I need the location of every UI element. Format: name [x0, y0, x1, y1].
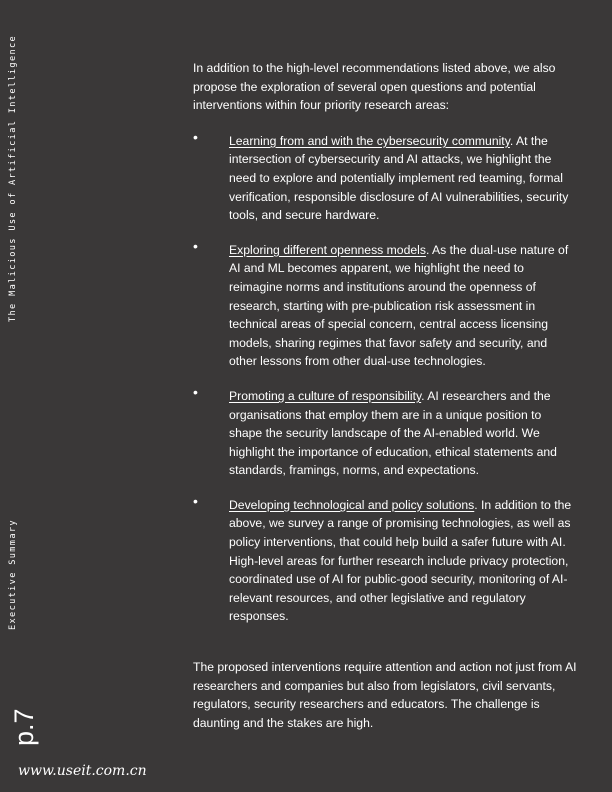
area-text: . As the dual-use nature of AI and ML becomes apparent, we highlight the need to reimagine norms and institutions around the openness of research, starting with pre-publication risk assessment in technical areas of special concern, central access licensing models, sharing regimes that favor safety and security, and other lessons from other dual-use technologies. — [229, 242, 569, 369]
list-item — [193, 383, 574, 480]
area-title: Learning from and with the cybersecurity community — [229, 133, 510, 148]
research-areas-list — [193, 128, 588, 626]
section-label: Executive Summary — [8, 519, 18, 630]
area-text: . In addition to the above, we survey a range of promising technologies, as well as policy interventions, that could help build a safer future with AI. High-level areas for further research include privacy protection, coordinated use of AI for public-good security, monitoring of AI-relevant resources, and other legislative and regulatory responses. — [229, 497, 572, 624]
main-content — [193, 59, 588, 732]
bullet-icon: • — [193, 128, 198, 145]
area-title: Promoting a culture of responsibility — [229, 388, 422, 403]
area-text: . AI researchers and the organisations that employ them are in a unique position to shape the security landscape of the AI-enabled world. We highlight the importance of education, ethical statements and standards, framings, norms, and expectations. — [229, 388, 557, 478]
report-title: The Malicious Use of Artificial Intelligence — [8, 34, 18, 322]
intro-paragraph: In addition to the high-level recommendations listed above, we also propose the exploration of several open questions and potential interventions within four priority research areas: — [193, 61, 556, 113]
bullet-icon: • — [193, 492, 198, 509]
bullet-icon: • — [193, 383, 198, 400]
page-number: p.7 — [9, 708, 39, 746]
bullet-icon: • — [193, 237, 198, 254]
list-item — [193, 128, 574, 225]
area-text: . At the intersection of cybersecurity and AI attacks, we highlight the need to explore and potentially implement red teaming, formal verification, responsible disclosure of AI vulnerabilities, security tools, and secure hardware. — [229, 133, 569, 223]
watermark: www.useit.com.cn — [18, 763, 147, 779]
list-item — [193, 492, 574, 626]
list-item — [193, 237, 574, 371]
closing-paragraph: The proposed interventions require attention and action not just from AI researchers and companies but also from legislators, civil servants, regulators, security researchers and educators. The challenge is daunting and the stakes are high. — [193, 660, 577, 730]
area-title: Exploring different openness models — [229, 242, 426, 257]
area-title: Developing technological and policy solutions — [229, 497, 475, 512]
